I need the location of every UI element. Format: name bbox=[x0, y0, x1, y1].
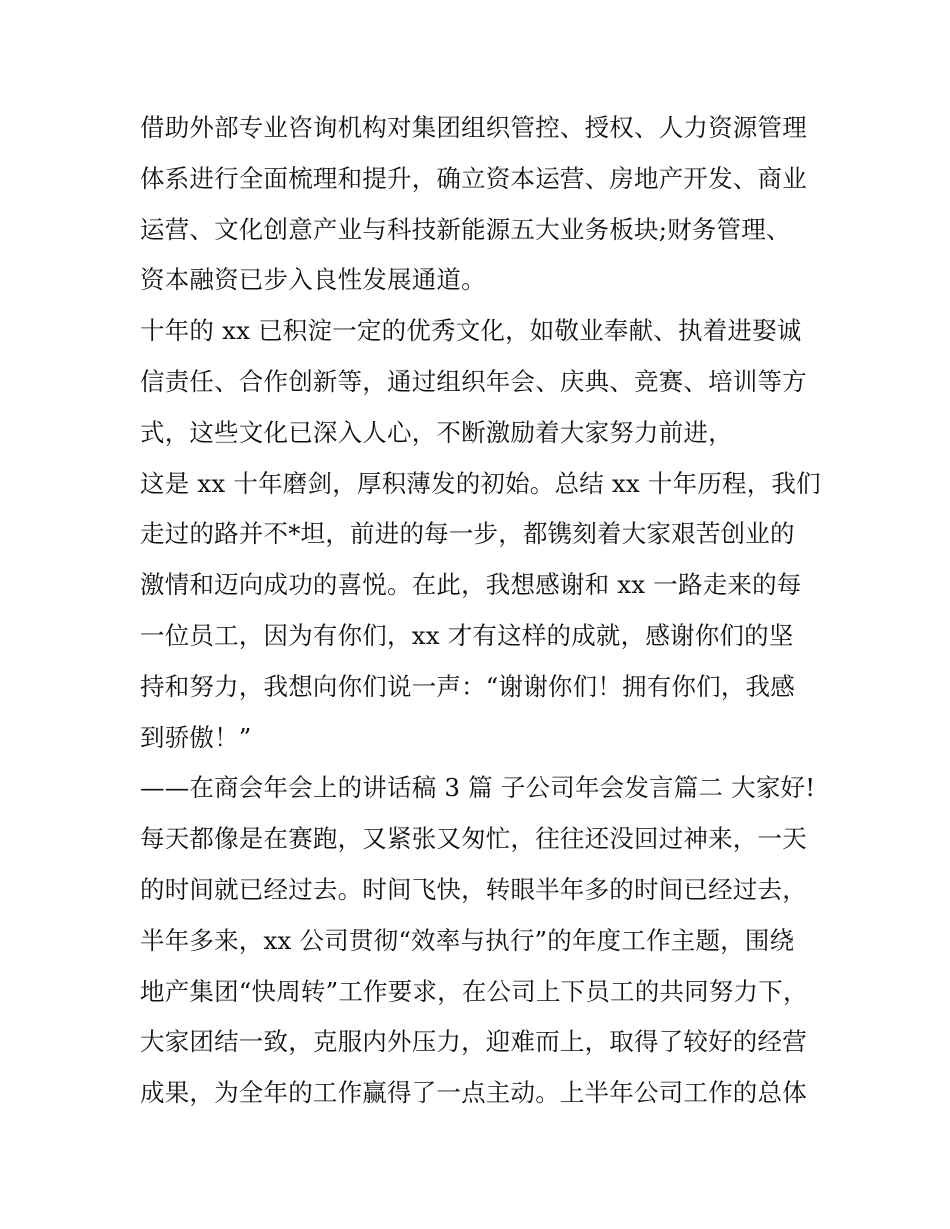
text-line: 每天都像是在赛跑，又紧张又匆忙，往往还没回过神来，一天 bbox=[140, 824, 807, 854]
text-line: 地产集团“快周转”工作要求，在公司上下员工的共同努力下， bbox=[140, 976, 808, 1006]
text-line: 一位员工，因为有你们，xx 才有这样的成就，感谢你们的坚 bbox=[140, 620, 794, 650]
text-line: 运营、文化创意产业与科技新能源五大业务板块;财务管理、 bbox=[140, 214, 791, 244]
text-line: 式，这些文化已深入人心，不断激励着大家努力前进， bbox=[140, 417, 733, 447]
text-line: 到骄傲！” bbox=[140, 722, 252, 752]
text-line: 成果，为全年的工作赢得了一点主动。上半年公司工作的总体 bbox=[140, 1078, 807, 1108]
text-line: 信责任、合作创新等，通过组织年会、庆典、竞赛、培训等方 bbox=[140, 366, 807, 396]
text-line: 十年的 xx 已积淀一定的优秀文化，如敬业奉献、执着进娶诚 bbox=[140, 316, 802, 346]
text-line: 激情和迈向成功的喜悦。在此，我想感谢和 xx 一路走来的每 bbox=[140, 570, 802, 600]
text-line: 持和努力，我想向你们说一声：“谢谢你们！拥有你们，我感 bbox=[140, 671, 795, 701]
text-line: ——在商会年会上的讲话稿 3 篇 子公司年会发言篇二 大家好! bbox=[140, 773, 816, 803]
text-line: 这是 xx 十年磨剑，厚积薄发的初始。总结 xx 十年历程，我们 bbox=[140, 468, 821, 498]
text-line: 半年多来，xx 公司贯彻“效率与执行”的年度工作主题，围绕 bbox=[140, 925, 795, 955]
text-line: 的时间就已经过去。时间飞快，转眼半年多的时间已经过去， bbox=[140, 874, 807, 904]
text-line: 大家团结一致，克服内外压力，迎难而上，取得了较好的经营 bbox=[140, 1027, 807, 1057]
body-text bbox=[140, 103, 840, 1119]
text-line: 资本融资已步入良性发展通道。 bbox=[140, 265, 486, 295]
text-line: 走过的路并不*坦，前进的每一步，都镌刻着大家艰苦创业的 bbox=[140, 519, 795, 549]
text-line: 体系进行全面梳理和提升，确立资本运营、房地产开发、商业 bbox=[140, 163, 807, 193]
text-line: 借助外部专业咨询机构对集团组织管控、授权、人力资源管理 bbox=[140, 113, 807, 142]
